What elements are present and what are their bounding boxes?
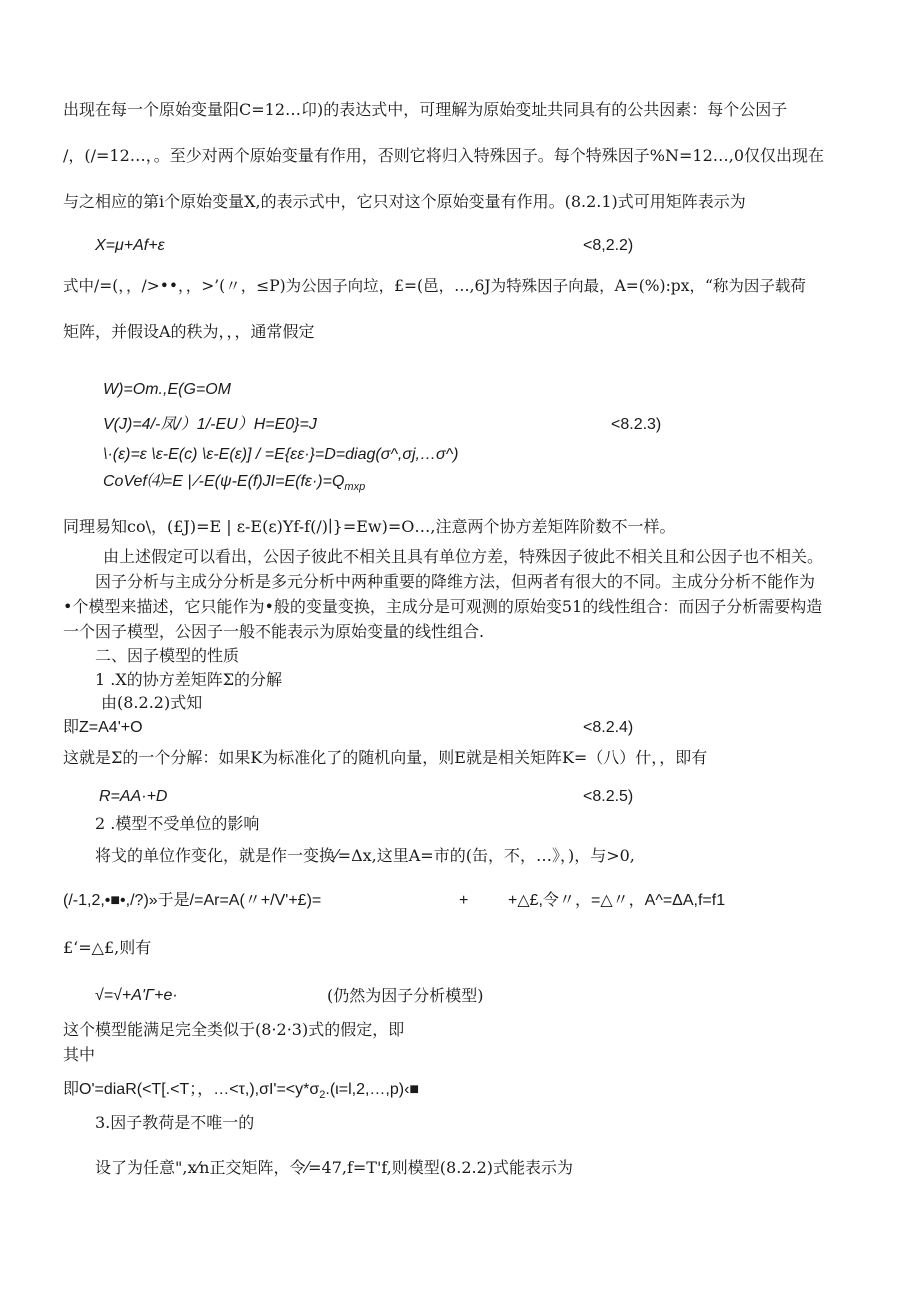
- equation-8-2-2: X=μ+Af+ε: [95, 237, 165, 254]
- equation-line: +△£,令〃，=△〃，A^=ΔA,f=f1: [508, 892, 726, 909]
- equation-subscript: mxp: [344, 481, 366, 494]
- paragraph-line: 其中: [63, 1045, 96, 1064]
- paragraph-line: 同理易知co\，(£J)=E | ε-E(ε)Yf-f(/)∣}=Ew)=O…,注意两个协方差矩阵阶数不一样。: [63, 517, 676, 536]
- equation-line: √=√+A'Γ+e·: [95, 987, 178, 1004]
- equation-text: .(ι=l,2,…,p)‹■: [325, 1081, 420, 1098]
- equation-8-2-5: R=AA·+D: [99, 788, 168, 805]
- equation-number: <8,2.2): [583, 237, 634, 254]
- section-heading: 二、因子模型的性质: [95, 646, 240, 665]
- equation-line: [63, 1080, 419, 1105]
- paragraph-line: 与之相应的第i个原始变量X,的表示式中，它只对这个原始变量有作用。(8.2.1)式可用矩阵表示为: [63, 192, 746, 211]
- paragraph-line: 由上述假定可以看出，公因子彼此不相关且具有单位方差，特殊因子彼此不相关且和公因子也不相关。: [103, 547, 824, 566]
- paragraph-line: 将戈的单位作变化，就是作一变换⁄=Δx,这里A=市的(缶，不，…》，)，与>0,: [95, 846, 635, 865]
- subsection-heading: 2 .模型不受单位的影响: [95, 814, 260, 833]
- equation-line: (/-1,2,•■•,/?)»于是/=Ar=A(〃+/V'+£)=: [63, 892, 322, 909]
- paragraph-line: 出现在每一个原始变量阳C=12…卬)的表达式中，可理解为原始变址共同具有的公共因素：每个公因子: [63, 100, 788, 119]
- paragraph-line: 这个模型能满足完全类似于(8·2·3)式的假定，即: [63, 1020, 405, 1039]
- paragraph-line: 因子分析与主成分分析是多元分析中两种重要的降维方法，但两者有很大的不同。主成分分析不能作为: [95, 572, 816, 591]
- paragraph-line: /，(/=12…，。至少对两个原始变量有作用，否则它将归入特殊因子。每个特殊因子%N=12…,0仅仅出现在: [63, 146, 825, 165]
- equation-number: <8.2.5): [583, 788, 634, 805]
- equation-text: CoVef⑷=E | ⁄-E(ψ-E(f)JI=E(fε·)=Q: [103, 473, 345, 490]
- equation-superscript: 2: [319, 1089, 326, 1102]
- paragraph-line: 矩阵，并假设A的秩为，，，通常假定: [63, 322, 315, 341]
- paragraph-line: •个模型来描述，它只能作为•般的变量变换，主成分是可观测的原始变51的线性组合：而因子分析需要构造: [63, 597, 823, 616]
- subsection-heading: 1 .X的协方差矩阵Σ的分解: [95, 670, 283, 689]
- subsection-heading: 3.因子教荷是不唯一的: [95, 1113, 255, 1132]
- equation-number: <8.2.3): [611, 416, 662, 433]
- paragraph-line: 式中/=(，，/>••，，>’(〃，≤P)为公因子向垃，£=(邑，…,6J为特殊因子向最，A=(%):px，“称为因子载荷: [63, 277, 806, 295]
- equation-line: V(J)=4/-凤/）1/-EU）H=E0}=J: [103, 416, 317, 433]
- equation-8-2-4: 即Z=A4'+O: [63, 719, 143, 736]
- paragraph-line: 一个因子模型，公因子一般不能表示为原始变量的线性组合.: [63, 622, 485, 641]
- paragraph-line: 这就是Σ的一个分解：如果K为标准化了的随机向量，则E就是相关矩阵K=（八）什，，即有: [63, 748, 708, 767]
- equation-line: W)=Om.,E(G=OM: [103, 381, 231, 398]
- equation-note: (仍然为因子分析模型): [327, 986, 484, 1005]
- paragraph-line: 设了为任意",x⁄n正交矩阵，令⁄=47,f=T'f,则模型(8.2.2)式能表示为: [95, 1158, 574, 1177]
- equation-line: \·(ε)=ε \ε-E(c) \ε-E(ε)] / =E{εε·}=D=diag(σ^,σj,…σ^): [103, 446, 459, 463]
- equation-line: [103, 472, 365, 497]
- paragraph-line: £‘=△£,则有: [63, 938, 152, 957]
- paragraph-line: 由(8.2.2)式知: [101, 693, 203, 712]
- equation-number: <8.2.4): [583, 719, 634, 736]
- equation-text: 即O'=diaR(<T[.<T；，…<τ,),σI'=<y*σ: [63, 1081, 320, 1098]
- equation-line: +: [459, 892, 469, 909]
